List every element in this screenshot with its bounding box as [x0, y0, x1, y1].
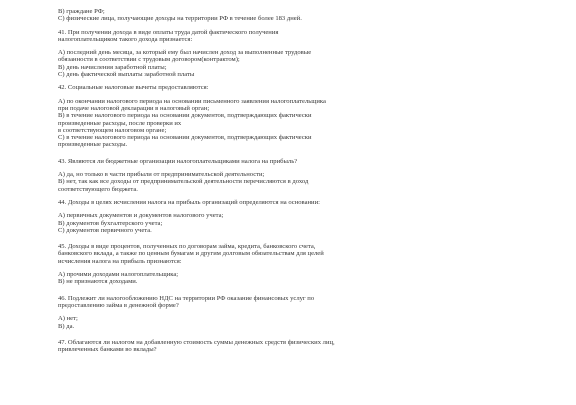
question-44 [58, 199, 528, 206]
question-text: привлеченных банками во вклады? [58, 346, 157, 354]
answers-42 [58, 98, 528, 149]
answer-option: В) да. [58, 322, 75, 330]
answer-option: в соответствующем налоговом органе; [58, 126, 167, 134]
question-text: налогоплательщиком такого дохода признается: [58, 35, 193, 43]
question-text: 44. Доходы в целях исчисления налога на прибыль организаций определяются на основании: [58, 198, 320, 206]
question-46 [58, 295, 528, 310]
question-text: 46. Подлежит ли налогообложению НДС на территории РФ оказание финансовых услуг по [58, 294, 315, 302]
question-text: 43. Являются ли бюджетные организации налогоплательщиками налога на прибыль? [58, 157, 298, 165]
answer-option: произведенные расходы, после проверки их [58, 119, 182, 127]
answer-option: В) нет, так как все доходы от предпринимательской деятельности перечисляются в доход [58, 178, 309, 186]
answer-option: В) не признаются доходами. [58, 278, 138, 286]
answers-46 [58, 315, 528, 330]
answers-44 [58, 212, 528, 234]
question-text: 45. Доходы в виде процентов, полученных по договорам займа, кредита, банковского счета, [58, 243, 316, 251]
answer-option: С) физические лица, получающие доходы на территории РФ в течение более 183 дней. [58, 15, 302, 23]
question-text: банковского вклада, а также по ценным бумагам и другим долговым обязательствам для целей [58, 250, 324, 258]
answer-option: А) по окончании налогового периода на основании письменного заявления налогоплательщика [58, 97, 326, 105]
question-text: 41. При получении дохода в виде оплаты труда датой фактического получения [58, 28, 279, 36]
answer-option: С) документов первичного учета. [58, 226, 152, 234]
answers-43 [58, 171, 528, 193]
answer-option: произведенные расходы. [58, 141, 128, 149]
answer-option: А) нет; [58, 315, 78, 323]
answer-option: при подаче налоговой декларации в налоговый орган; [58, 104, 210, 112]
answer-option: В) день начисления заработной платы; [58, 63, 167, 71]
question-41 [58, 29, 528, 44]
answer-option: А) прочими доходами налогоплательщика; [58, 271, 179, 279]
answer-option: В) документов бухгалтерского учета; [58, 219, 163, 227]
answer-option: А) да, но только в части прибыли от предпринимательской деятельности; [58, 171, 265, 179]
question-42 [58, 84, 528, 91]
answer-option: В) граждане РФ; [58, 8, 105, 15]
document-page [58, 8, 528, 353]
answer-option: С) в течение налогового периода на основании документов, подтверждающих фактически [58, 134, 312, 142]
answer-option: обязанности в соответствии с трудовым договором(контрактом); [58, 56, 240, 64]
answers-45 [58, 271, 528, 286]
answer-option: С) день фактической выплаты заработной платы [58, 71, 195, 79]
question-43 [58, 158, 528, 165]
answer-block-40 [58, 8, 528, 23]
question-text: 42. Социальные налоговые вычеты предоставляются: [58, 84, 209, 92]
answer-option: А) первичных документов и документов налогового учета; [58, 212, 224, 220]
question-text: 47. Облагаются ли налогом на добавленную стоимость суммы денежных средств физических лиц, [58, 338, 335, 346]
question-text: исчисления налога на прибыль признаются: [58, 257, 182, 265]
question-text: предоставлению займа в денежной форме? [58, 301, 179, 309]
answers-41 [58, 49, 528, 78]
answer-option: А) последний день месяца, за который ему был начислен доход за выполненные трудовые [58, 49, 312, 57]
question-45 [58, 243, 528, 265]
answer-option: В) в течение налогового периода на основании документов, подтверждающих фактически [58, 112, 312, 120]
question-47 [58, 339, 528, 354]
answer-option: соответствующего бюджета. [58, 185, 138, 193]
